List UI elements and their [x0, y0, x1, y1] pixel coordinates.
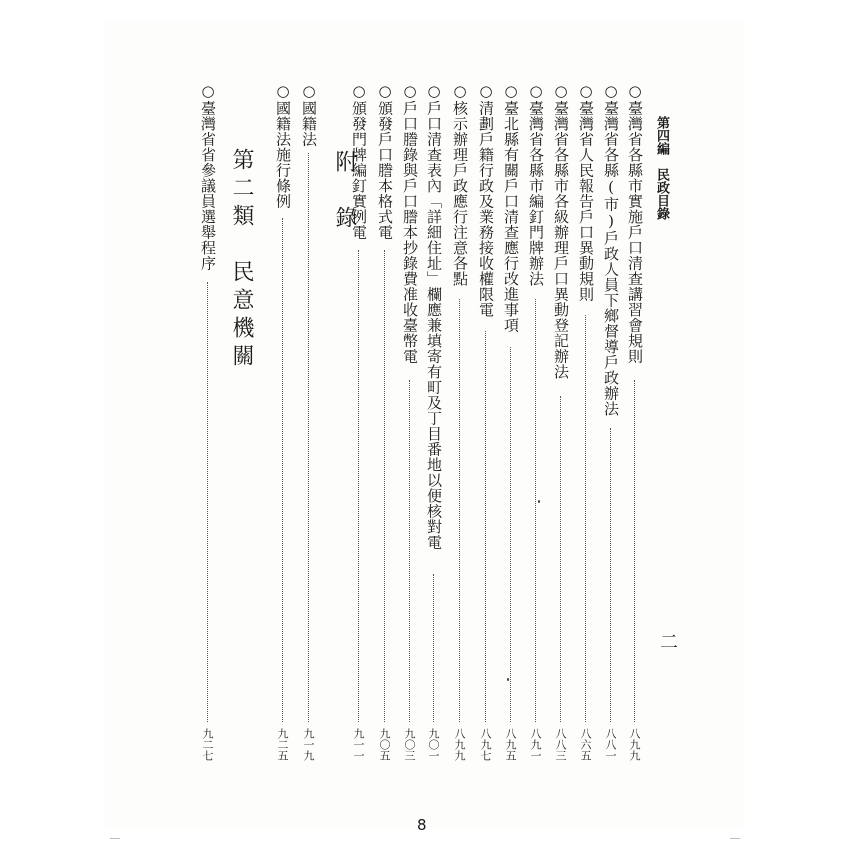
dot-leader — [560, 396, 561, 722]
crop-mark — [110, 838, 120, 839]
category-heading: 第二類 民意機關 — [229, 148, 254, 372]
toc-entry-page: 八八一 — [604, 728, 617, 761]
toc-entry-title: ○核示辦理戶政應行注意各點 — [451, 82, 469, 287]
toc-entry-title: ○臺灣省各縣(市)戶政人員下鄉督導戶政辦法 — [602, 82, 620, 417]
toc-entry-page: 八九七 — [479, 728, 492, 761]
toc-entry-page: 八九九 — [628, 728, 641, 761]
toc-entry-page: 九〇五 — [378, 728, 391, 761]
toc-entry-page: 八九九 — [453, 728, 466, 761]
toc-entry-title: ○戶口清查表內「詳細住址」欄應兼填寄有町及丁目番地以便核對電 — [425, 82, 443, 550]
toc-entry-title: ○臺灣省各縣市編釘門牌辦法 — [527, 82, 545, 287]
toc-entry-title: ○臺灣省各縣市各級辦理戶口異動登記辦法 — [552, 82, 570, 380]
dot-leader — [510, 347, 511, 722]
toc-entry-page: 八八三 — [554, 728, 567, 761]
toc-entry-title: ○戶口謄錄與戶口謄本抄錄費准收臺幣電 — [401, 82, 419, 364]
dot-leader — [207, 282, 208, 722]
toc-entry-page: 九二五 — [276, 728, 289, 761]
toc-entry-page: 九一一 — [352, 728, 365, 761]
dot-leader — [409, 380, 410, 722]
scan-speck — [507, 678, 509, 681]
toc-entry-page: 九二七 — [201, 728, 214, 761]
toc-entry-page: 九一九 — [302, 728, 315, 761]
dot-leader — [308, 153, 309, 722]
toc-entry-page: 九〇三 — [403, 728, 416, 761]
document-page — [105, 20, 745, 834]
toc-entry-title: ○臺灣省各縣市實施戶口清查講習會規則 — [626, 82, 644, 364]
appendix-heading: 附 錄 — [332, 150, 357, 234]
dot-leader — [485, 331, 486, 722]
dot-leader — [384, 250, 385, 722]
running-title: 第四編 民政目錄 — [654, 116, 669, 220]
toc-entry-title: ○臺灣省省參議員選舉程序 — [199, 82, 217, 271]
toc-entry-title: ○國籍法 — [300, 82, 318, 147]
toc-entry-title: ○頒發門牌編釘實例電 — [350, 82, 368, 240]
page-number: 二 — [657, 632, 678, 650]
scan-speck — [538, 500, 540, 503]
toc-entry-title: ○清劃戶籍行政及業務接收權限電 — [477, 82, 495, 318]
crop-mark — [730, 838, 740, 839]
toc-entry-title: ○臺灣省人民報告戶口異動規則 — [577, 82, 595, 302]
dot-leader — [535, 299, 536, 722]
toc-entry-page: 九〇一 — [427, 728, 440, 761]
dot-leader — [459, 299, 460, 722]
toc-entry-title: ○臺北縣有關戶口清查應行改進事項 — [502, 82, 520, 333]
dot-leader — [610, 428, 611, 722]
toc-entry-page: 八九五 — [504, 728, 517, 761]
toc-entry-page: 八九一 — [529, 728, 542, 761]
folio-number: 8 — [417, 816, 427, 834]
dot-leader — [634, 380, 635, 722]
toc-entry-page: 八六五 — [579, 728, 592, 761]
toc-entry-title: ○國籍法施行條例 — [274, 82, 292, 209]
dot-leader — [282, 218, 283, 722]
dot-leader — [433, 574, 434, 722]
dot-leader — [358, 250, 359, 722]
dot-leader — [585, 315, 586, 722]
toc-entry-title: ○頒發戶口謄本格式電 — [376, 82, 394, 240]
